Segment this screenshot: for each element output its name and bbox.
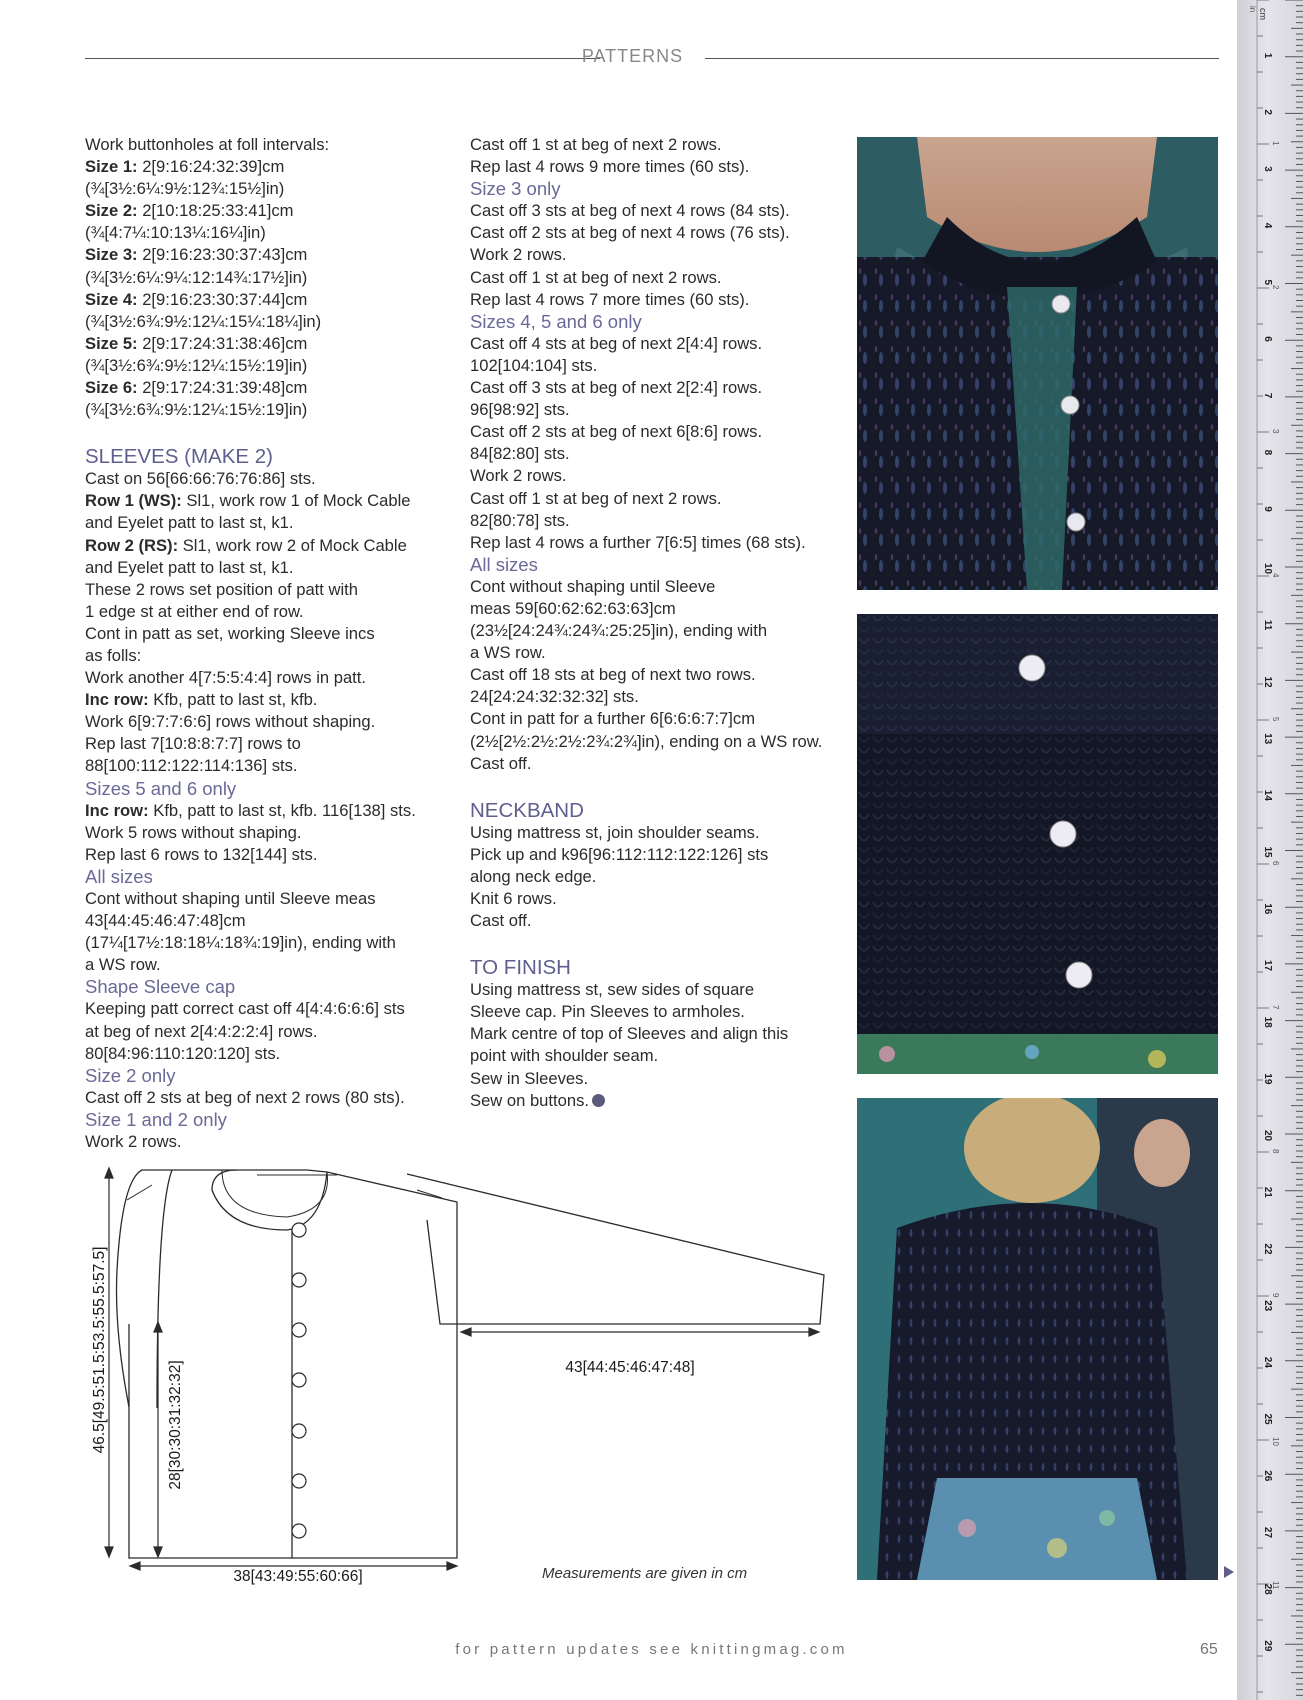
subheading-all-sizes: All sizes	[85, 865, 153, 887]
ruler-in-label: 2	[1271, 285, 1280, 290]
ruler-cm-label: 23	[1262, 1300, 1273, 1312]
size-2-cm	[85, 200, 455, 222]
instruction-line: Keeping patt correct cast off 4[4:4:6:6:6] sts	[85, 999, 405, 1019]
instruction-line: Cast off 2 sts at beg of next 6[8:6] rows.	[470, 422, 763, 442]
size-6-in: (¾[3½:6¾:9½:12¼:15½:19]in)	[85, 400, 308, 420]
instruction-line: as folls:	[85, 645, 142, 665]
ruler-cm-label: 15	[1262, 846, 1273, 858]
photo-cardigan-neckline	[857, 137, 1218, 590]
instruction-line: Rep last 4 rows 9 more times (60 sts).	[470, 157, 750, 177]
instruction-line: (2½[2½:2½:2½:2¾:2¾]in), ending on a WS row.	[470, 731, 823, 751]
subheading-sizes-4-5-6: Sizes 4, 5 and 6 only	[470, 310, 642, 332]
ruler-cm-label: 9	[1262, 506, 1273, 512]
ruler-cm-label: 5	[1262, 279, 1273, 286]
instruction-line: Work 2 rows.	[470, 466, 567, 486]
instruction-line: Rep last 7[10:8:8:7:7] rows to	[85, 734, 301, 754]
text-column-1	[85, 134, 455, 1153]
row-text: Kfb, patt to last st, kfb. 116[138] sts.	[153, 800, 416, 820]
size-value: 2[10:18:25:33:41]cm	[142, 201, 294, 221]
section-title: PATTERNS	[581, 46, 684, 66]
footer-text: for pattern updates see knittingmag.com	[455, 1641, 848, 1658]
instruction-line: (17¼[17½:18:18¼:18¾:19]in), ending with	[85, 933, 396, 953]
length-dimension-label: 46.5[49.5:51.5:53.5:55.5:57.5]	[91, 1246, 108, 1454]
instruction-line: Work 2 rows.	[470, 245, 567, 265]
instruction-line: Cont in patt for a further 6[6:6:6:7:7]cm	[470, 709, 756, 729]
side-dimension-label: 28[30:30:31:32:32]	[167, 1360, 184, 1490]
schematic-outline	[117, 1170, 825, 1558]
size-1-in: (¾[3½:6¼:9½:12¾:15½]in)	[85, 179, 285, 199]
ruler-in-label: 9	[1271, 1293, 1280, 1298]
size-value: 2[9:16:24:32:39]cm	[142, 157, 285, 177]
ruler-in-label: 3	[1271, 429, 1280, 434]
instruction-line: 88[100:112:122:114:136] sts.	[85, 756, 298, 776]
ruler-cm-label: 2	[1262, 109, 1273, 115]
instruction-line: Cont in patt as set, working Sleeve incs	[85, 623, 375, 643]
row-label: Row 2 (RS):	[85, 535, 179, 555]
size-1-cm	[85, 156, 455, 178]
instruction-line: at beg of next 2[4:4:2:2:4] rows.	[85, 1021, 318, 1041]
instruction-line: Cast off 1 st at beg of next 2 rows.	[470, 135, 722, 154]
size-label: Size 1:	[85, 157, 138, 177]
size-value: 2[9:16:23:30:37:43]cm	[142, 245, 308, 265]
ruler-cm-label: 6	[1262, 336, 1273, 342]
instruction-line: Cast off 1 st at beg of next 2 rows.	[470, 267, 722, 287]
instruction-line: Cast off 2 sts at beg of next 2 rows (80 sts).	[85, 1087, 405, 1107]
header-rule-right	[705, 58, 1219, 59]
size-3-in: (¾[3½:6¼:9¼:12:14¾:17½]in)	[85, 267, 308, 287]
size-2-in: (¾[4:7¼:10:13¼:16¼]in)	[85, 223, 266, 243]
instruction-line: Mark centre of top of Sleeves and align this	[470, 1024, 789, 1044]
instruction-line: Using mattress st, join shoulder seams.	[470, 822, 760, 842]
instruction-line: 102[104:104] sts.	[470, 355, 598, 375]
ruler-in-label: 5	[1271, 717, 1280, 722]
size-label: Size 3:	[85, 245, 138, 265]
row-text: Sl1, work row 2 of Mock Cable	[182, 535, 407, 555]
size-5-cm	[85, 333, 455, 355]
button-icon	[292, 1474, 306, 1488]
ruler-cm-unit: cm	[1258, 8, 1268, 20]
subheading-size-3-only: Size 3 only	[470, 178, 561, 200]
button-icon	[292, 1424, 306, 1438]
button-icon	[292, 1524, 306, 1538]
subheading-shape-sleeve-cap: Shape Sleeve cap	[85, 976, 236, 998]
ruler-in-label: 6	[1271, 861, 1280, 866]
instruction-line: Sleeve cap. Pin Sleeves to armholes.	[470, 1002, 745, 1022]
ruler-in-unit: in	[1248, 6, 1257, 13]
photo-cardigan-front	[857, 614, 1218, 1074]
instruction-line-last	[470, 1090, 840, 1112]
row-2-line	[85, 535, 455, 557]
instruction-line: 82[80:78] sts.	[470, 510, 570, 530]
size-label: Size 5:	[85, 333, 138, 353]
row-label: Row 1 (WS):	[85, 491, 182, 511]
sleeve-dimension-label: 43[44:45:46:47:48]	[565, 1359, 695, 1376]
end-dot-icon	[592, 1094, 605, 1107]
ruler-cm-label: 29	[1262, 1640, 1273, 1652]
subheading-sizes-5-6: Sizes 5 and 6 only	[85, 777, 237, 799]
instruction-line: Work another 4[7:5:5:4:4] rows in patt.	[85, 668, 367, 688]
buttonholes-intro: Work buttonholes at foll intervals:	[85, 135, 330, 154]
neckband-heading: NECKBAND	[470, 798, 584, 822]
ruler-in-label: 1	[1271, 141, 1280, 146]
photo-cardigan-back	[857, 1098, 1218, 1580]
row-1-line	[85, 490, 455, 512]
ruler-cm-label: 17	[1262, 959, 1273, 972]
instruction-line: Using mattress st, sew sides of square	[470, 980, 755, 1000]
size-label: Size 6:	[85, 378, 138, 398]
ruler-in-label: 4	[1271, 573, 1280, 578]
instruction-line: Cast on 56[66:66:76:76:86] sts.	[85, 469, 316, 489]
instruction-line: Cast off.	[470, 753, 532, 773]
ruler-ticks	[1237, 0, 1303, 1700]
ruler-cm-label: 12	[1262, 676, 1273, 688]
ruler-cm-label: 20	[1262, 1130, 1273, 1142]
size-label: Size 2:	[85, 201, 138, 221]
instruction-line: Sew in Sleeves.	[470, 1068, 589, 1088]
instruction-line: These 2 rows set position of patt with	[85, 579, 359, 599]
instruction-line: Cast off.	[470, 911, 532, 931]
header-rule-left	[85, 58, 600, 59]
garment-schematic	[82, 1150, 842, 1590]
ruler-cm-label: 18	[1262, 1016, 1273, 1028]
button-icon	[292, 1373, 306, 1387]
instruction-line: 24[24:24:32:32:32] sts.	[470, 687, 639, 707]
row-text: Sl1, work row 1 of Mock Cable	[186, 491, 411, 511]
instruction-line: Rep last 4 rows 7 more times (60 sts).	[470, 289, 750, 309]
instruction-line: (23½[24:24¾:24¾:25:25]in), ending with	[470, 621, 768, 641]
ruler-cm-label: 7	[1262, 392, 1273, 399]
instruction-line: Work 6[9:7:7:6:6] rows without shaping.	[85, 712, 376, 732]
instruction-line: 80[84:96:110:120:120] sts.	[85, 1043, 281, 1063]
ruler-cm-label: 16	[1262, 903, 1273, 915]
ruler-in-label: 10	[1271, 1437, 1280, 1446]
instruction-line: and Eyelet patt to last st, k1.	[85, 513, 294, 533]
width-dimension-label: 38[43:49:55:60:66]	[233, 1568, 363, 1585]
ruler-cm-label: 1	[1262, 52, 1273, 59]
ruler-in-label: 11	[1271, 1581, 1280, 1590]
button-icon	[292, 1223, 306, 1237]
ruler-cm-label: 8	[1262, 449, 1273, 456]
button-icon	[292, 1323, 306, 1337]
instruction-line: a WS row.	[85, 955, 161, 975]
instruction-line: Work 2 rows.	[85, 1132, 182, 1152]
text-column-2	[470, 134, 840, 1112]
row-label: Inc row:	[85, 800, 149, 820]
size-value: 2[9:17:24:31:39:48]cm	[142, 378, 308, 398]
subheading-size-2-only: Size 2 only	[85, 1064, 176, 1086]
inc-row-line	[85, 689, 455, 711]
instruction-line: 43[44:45:46:47:48]cm	[85, 911, 246, 931]
instruction-text: Sew on buttons.	[470, 1090, 590, 1110]
instruction-line: Rep last 6 rows to 132[144] sts.	[85, 844, 318, 864]
ruler-cm-label: 11	[1262, 619, 1273, 631]
instruction-line: point with shoulder seam.	[470, 1046, 659, 1066]
subheading-all-sizes: All sizes	[470, 553, 538, 575]
ruler-cm-label: 13	[1262, 733, 1273, 745]
instruction-line: Cast off 3 sts at beg of next 2[2:4] rows.	[470, 378, 763, 398]
ruler-cm-label: 25	[1262, 1413, 1273, 1425]
instruction-line: 96[98:92] sts.	[470, 400, 570, 420]
ruler-in-label: 7	[1271, 1005, 1280, 1010]
ruler-cm-label: 22	[1262, 1243, 1273, 1255]
page-number: 65	[1200, 1641, 1218, 1658]
schematic-buttons	[292, 1223, 306, 1538]
instruction-line: and Eyelet patt to last st, k1.	[85, 557, 294, 577]
size-3-cm	[85, 244, 455, 266]
instruction-line: Cast off 1 st at beg of next 2 rows.	[470, 488, 722, 508]
size-label: Size 4:	[85, 289, 138, 309]
instruction-line: Pick up and k96[96:112:112:122:126] sts	[470, 844, 769, 864]
ruler-cm-label: 28	[1262, 1583, 1273, 1595]
instruction-line: 1 edge st at either end of row.	[85, 601, 304, 621]
size-4-in: (¾[3½:6¾:9½:12¼:15¼:18¼]in)	[85, 311, 322, 331]
instruction-line: Cont without shaping until Sleeve	[470, 576, 716, 596]
button-icon	[292, 1273, 306, 1287]
instruction-line: Knit 6 rows.	[470, 889, 557, 908]
instruction-line: Work 5 rows without shaping.	[85, 822, 302, 842]
instruction-line: Cast off 2 sts at beg of next 4 rows (76 sts).	[470, 223, 790, 243]
ruler	[1237, 0, 1303, 1700]
inc-row-line	[85, 800, 455, 822]
instruction-line: Cast off 18 sts at beg of next two rows.	[470, 665, 756, 685]
instruction-line: meas 59[60:62:62:63:63]cm	[470, 598, 676, 618]
ruler-arrow-icon	[1224, 1566, 1234, 1578]
row-text: Kfb, patt to last st, kfb.	[153, 690, 318, 710]
size-4-cm	[85, 289, 455, 311]
size-6-cm	[85, 377, 455, 399]
instruction-line: Cast off 3 sts at beg of next 4 rows (84 sts).	[470, 201, 790, 221]
to-finish-heading: TO FINISH	[470, 956, 571, 980]
size-value: 2[9:16:23:30:37:44]cm	[142, 289, 308, 309]
ruler-cm-label: 19	[1262, 1073, 1273, 1085]
instruction-line: Rep last 4 rows a further 7[6:5] times (68 sts).	[470, 532, 806, 552]
ruler-in-label: 8	[1271, 1149, 1280, 1154]
instruction-line: Cont without shaping until Sleeve meas	[85, 889, 376, 908]
ruler-cm-label: 26	[1262, 1470, 1273, 1482]
sleeves-heading: SLEEVES (MAKE 2)	[85, 445, 273, 469]
dimension-arrows	[105, 1168, 819, 1570]
size-5-in: (¾[3½:6¾:9½:12¼:15½:19]in)	[85, 355, 308, 375]
instruction-line: along neck edge.	[470, 866, 597, 886]
schematic-caption: Measurements are given in cm	[542, 1565, 748, 1582]
ruler-cm-label: 10	[1262, 563, 1273, 575]
instruction-line: Cast off 4 sts at beg of next 2[4:4] rows.	[470, 333, 763, 353]
row-label: Inc row:	[85, 690, 149, 710]
ruler-cm-label: 14	[1262, 789, 1273, 801]
instruction-line: 84[82:80] sts.	[470, 444, 570, 464]
subheading-size-1-2-only: Size 1 and 2 only	[85, 1108, 227, 1130]
ruler-cm-label: 4	[1262, 222, 1273, 229]
size-value: 2[9:17:24:31:38:46]cm	[142, 333, 308, 353]
ruler-cm-label: 21	[1262, 1186, 1273, 1198]
ruler-cm-label: 3	[1262, 166, 1273, 172]
ruler-cm-label: 27	[1262, 1526, 1273, 1539]
instruction-line: a WS row.	[470, 643, 546, 663]
ruler-cm-label: 24	[1262, 1356, 1273, 1368]
